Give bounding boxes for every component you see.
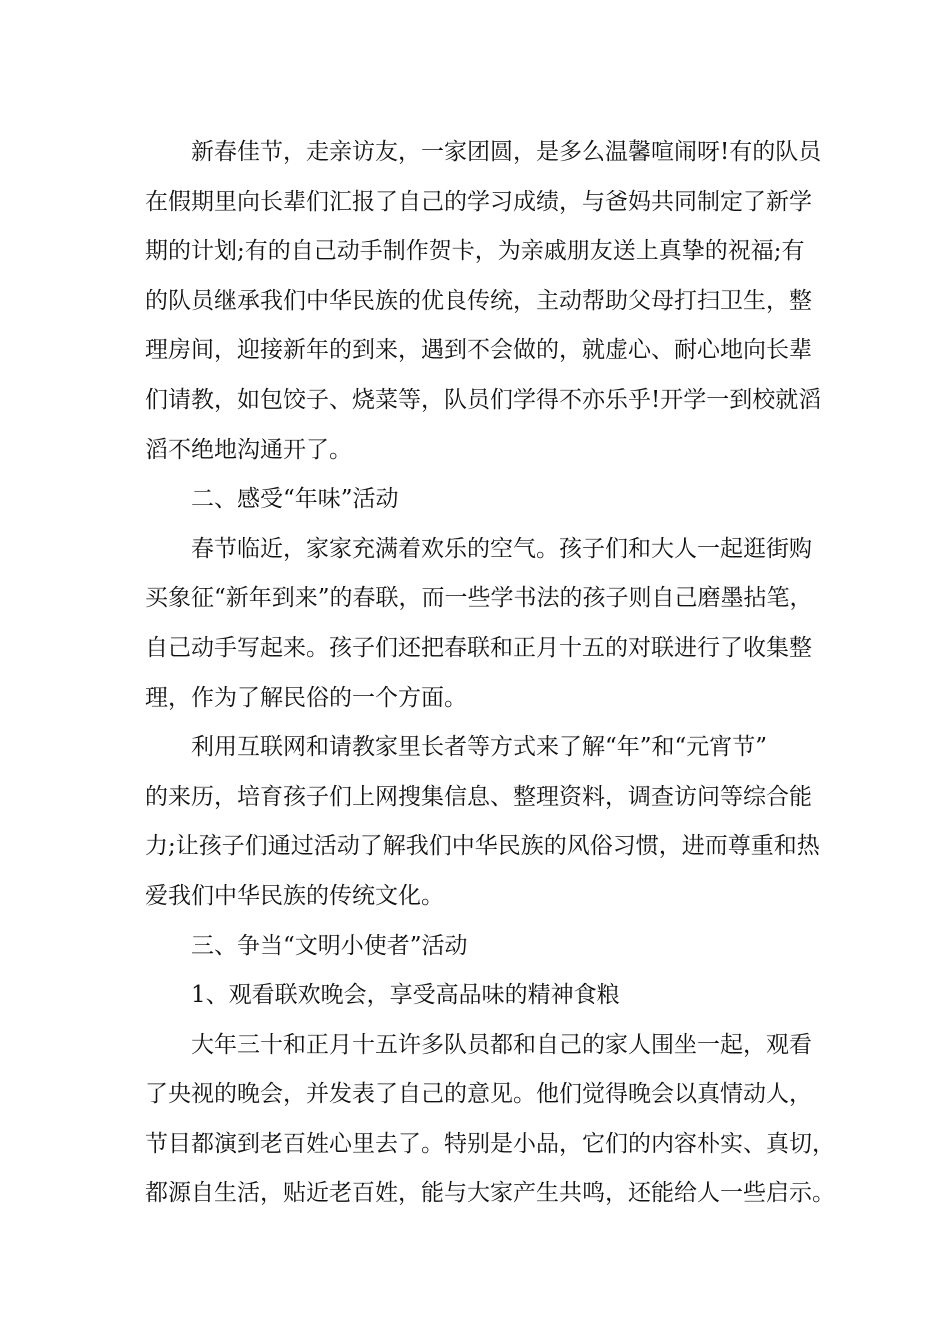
paragraph-new-year-visits [145,128,825,475]
text-line: 自己动手写起来。孩子们还把春联和正月十五的对联进行了收集整 [145,634,812,661]
text-line: 新春佳节，走亲访友，一家团圆，是多么温馨喧闹呀!有的队员 [191,139,822,165]
text-line: 理，作为了解民俗的一个方面。 [145,684,467,711]
text-line: 滔不绝地沟通开了。 [145,436,352,463]
text-line: 春节临近，家家充满着欢乐的空气。孩子们和大人一起逛街购 [191,535,812,562]
text-line: 大年三十和正月十五许多队员都和自己的家人围坐一起，观看 [191,1031,812,1058]
paragraph-festival-origins [145,723,825,921]
document-page [145,128,835,1219]
text-line: 买象征“新年到来”的春联，而一些学书法的孩子则自己磨墨拈笔， [145,585,813,612]
heading-line: 1、观看联欢晚会，享受高品味的精神食粮 [191,982,620,1009]
text-line: 的来历，培育孩子们上网搜集信息、整理资料，调查访问等综合能 [145,783,812,810]
heading-line: 二、感受“年味”活动 [191,486,399,513]
heading-line: 三、争当“文明小使者”活动 [191,932,468,959]
subsection-heading-1 [145,971,825,1021]
text-line: 节目都演到老百姓心里去了。特别是小品，它们的内容朴实、真切， [145,1130,835,1157]
text-line: 了央视的晚会，并发表了自己的意见。他们觉得晚会以真情动人， [145,1081,812,1108]
text-line: 爱我们中华民族的传统文化。 [145,882,444,909]
text-line: 们请教，如包饺子、烧菜等，队员们学得不亦乐乎!开学一到校就滔 [145,386,822,413]
section-heading-2 [145,475,825,525]
text-line: 在假期里向长辈们汇报了自己的学习成绩，与爸妈共同制定了新学 [145,188,812,215]
text-line: 利用互联网和请教家里长者等方式来了解“年”和“元宵节” [191,734,768,761]
text-line: 的队员继承我们中华民族的优良传统，主动帮助父母打扫卫生，整 [145,287,812,314]
section-heading-3 [145,922,825,972]
paragraph-gala-watching [145,1021,835,1219]
text-line: 期的计划;有的自己动手制作贺卡，为亲戚朋友送上真挚的祝福;有 [145,238,805,265]
paragraph-spring-couplets [145,525,825,723]
text-line: 理房间，迎接新年的到来，遇到不会做的，就虚心、耐心地向长辈 [145,337,812,364]
text-line: 都源自生活，贴近老百姓，能与大家产生共鸣，还能给人一些启示。 [145,1180,835,1207]
text-line: 力;让孩子们通过活动了解我们中华民族的风俗习惯，进而尊重和热 [145,833,820,860]
